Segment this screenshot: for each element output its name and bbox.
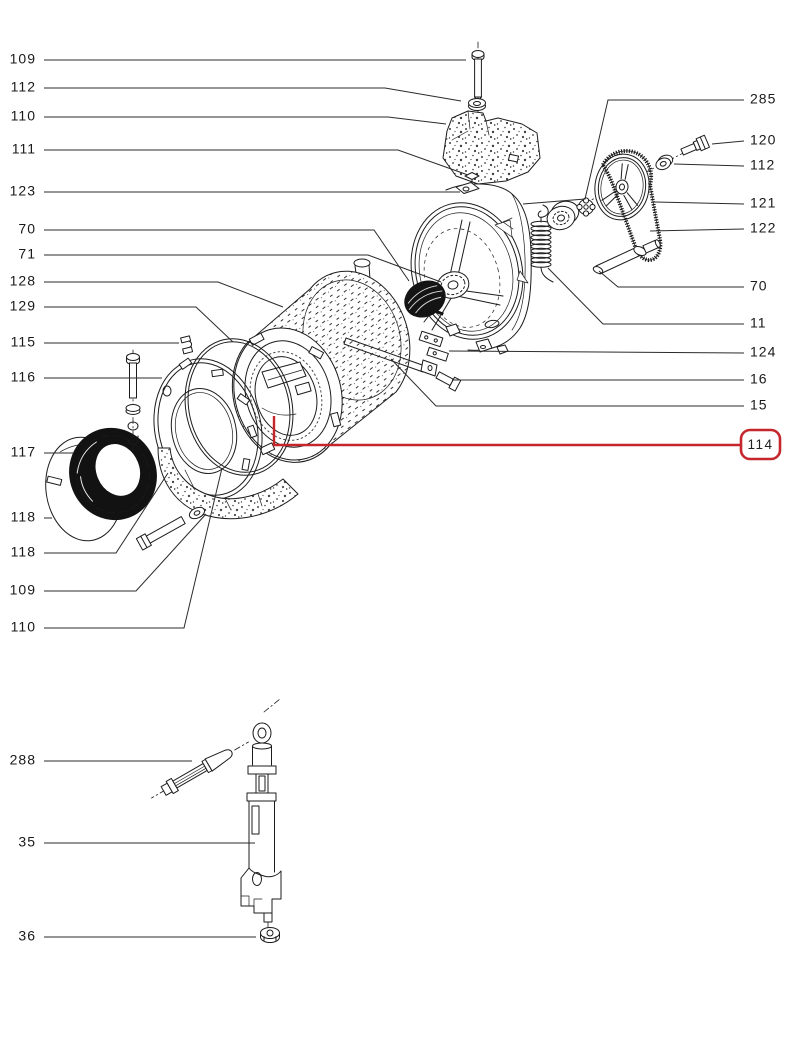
drive-shaft-70 — [592, 239, 661, 275]
callout-label: 15 — [750, 396, 768, 413]
callout-label: 117 — [10, 443, 36, 460]
callout-label: 115 — [10, 333, 36, 350]
callout-label: 110 — [10, 107, 36, 124]
callout-label: 110 — [10, 618, 36, 635]
callout-label: 112 — [750, 156, 776, 173]
damper-35 — [241, 699, 281, 928]
callout-label: 109 — [9, 50, 36, 67]
callout-label: 122 — [750, 219, 777, 236]
callout-label: 288 — [9, 751, 36, 768]
callout-label: 16 — [750, 370, 768, 387]
callout-label: 123 — [9, 182, 36, 199]
pulley-121 — [591, 151, 654, 224]
callout-label: 11 — [750, 314, 767, 331]
callout-label: 112 — [10, 78, 36, 95]
callout-label: 118 — [10, 543, 36, 560]
top-counterweight-110 — [443, 111, 540, 184]
screw-109-front — [136, 514, 186, 550]
callout-label: 285 — [750, 90, 777, 107]
callout-label: 120 — [750, 131, 777, 148]
callout-label: 109 — [9, 581, 36, 598]
callout-label: 116 — [10, 368, 36, 385]
top-washer-112 — [469, 99, 486, 111]
callout-label: 124 — [750, 343, 777, 360]
callout-label: 128 — [9, 272, 36, 289]
bracket-124 — [415, 331, 452, 361]
callouts-bottom — [10, 752, 36, 944]
callout-label: 118 — [10, 508, 36, 525]
callout-label: 35 — [18, 833, 36, 850]
pin-288 — [148, 736, 252, 804]
callout-label: 70 — [750, 277, 768, 294]
callout-label: 121 — [750, 194, 777, 211]
callout-label: 71 — [18, 245, 36, 262]
callout-label: 111 — [11, 140, 36, 157]
callout-label: 36 — [18, 927, 36, 944]
pulley-washer-112 — [654, 153, 675, 171]
highlight-label: 114 — [747, 437, 774, 453]
cross-washer — [577, 198, 595, 216]
callouts-left — [10, 51, 36, 635]
callout-label: 129 — [9, 297, 36, 314]
callouts-right — [750, 91, 776, 413]
gasket-pin — [47, 476, 62, 485]
callout-label: 70 — [18, 220, 36, 237]
pulley-bolt-120 — [680, 135, 710, 158]
nut-36 — [261, 928, 280, 943]
door-seal-117 — [56, 415, 170, 533]
clip-115 — [181, 336, 193, 354]
